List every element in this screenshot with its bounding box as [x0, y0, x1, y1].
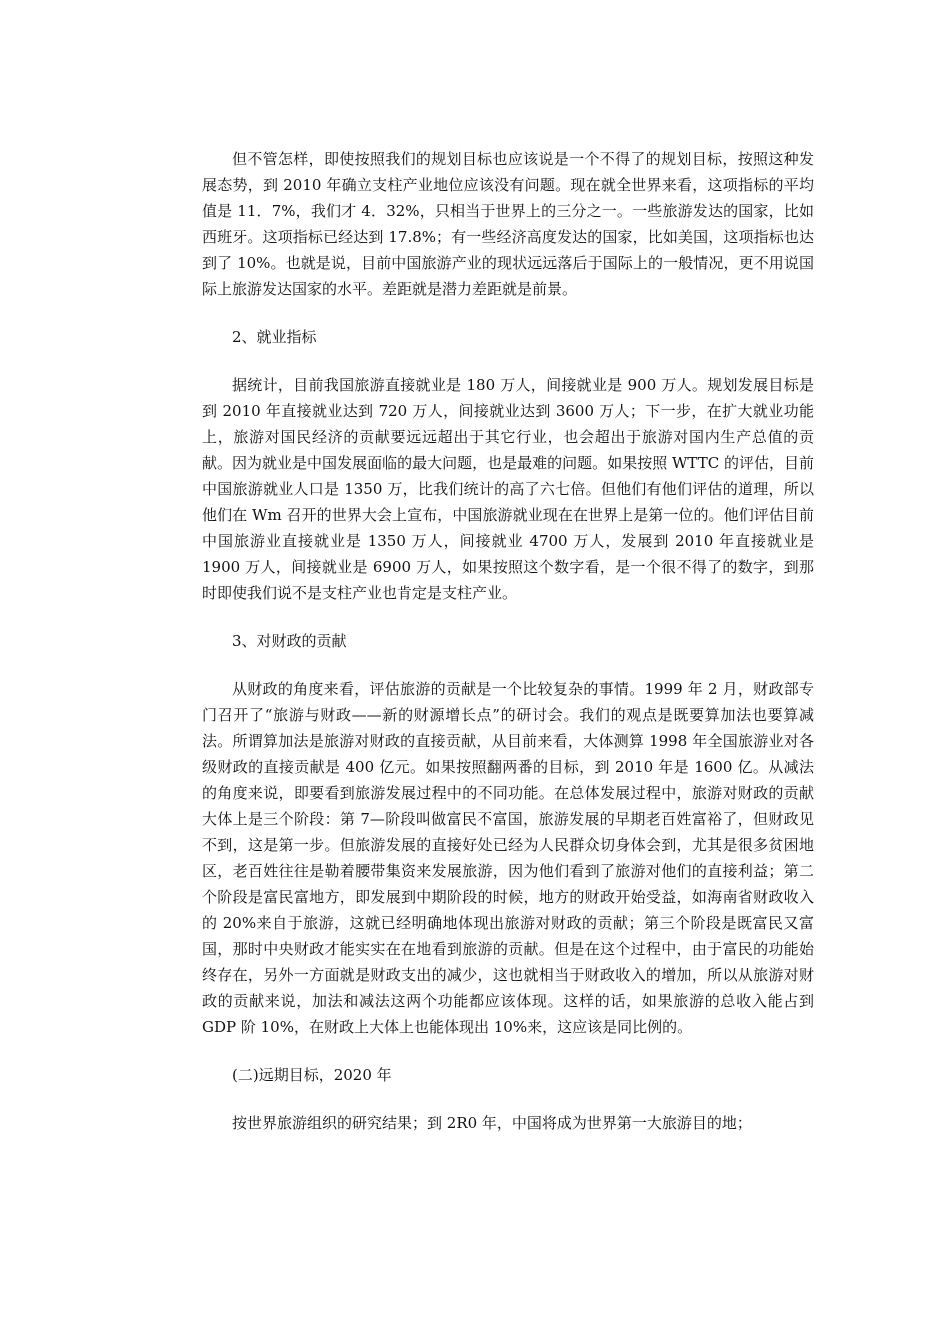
heading-long-term-goal: (二)远期目标，2020 年 [232, 1066, 392, 1084]
paragraph-gap [202, 1088, 814, 1110]
paragraph-gap [202, 1040, 814, 1062]
heading-employment: 2、就业指标 [232, 328, 317, 346]
paragraph-gap [202, 606, 814, 628]
document-body [202, 146, 814, 1136]
heading-fiscal-contribution: 3、对财政的贡献 [232, 632, 347, 650]
paragraph-fiscal-contribution: 从财政的角度来看，评估旅游的贡献是一个比较复杂的事情。1999 年 2 月，财政部专门召开了“旅游与财政——新的财源增长点”的研讨会。我们的观点是既要算加法也要算减法。所谓算加法是旅游对财政的直接贡献，从目前来看，大体测算 1998 年全国旅游业对各级财政的直接贡献是 400 亿元。如果按照翻两番的目标，到 2010 年是 1600 亿。从减法的角度来说，即要看到旅游发展过程中的不同功能。在总体发展过程中，旅游对财政的贡献大体上是三个阶段：第 7—阶段叫做富民不富国，旅游发展的早期老百姓富裕了，但财政见不到，这是第一步。但旅游发展的直接好处已经为人民群众切身体会到，尤其是很多贫困地区，老百姓往往是勒着腰带集资来发展旅游，因为他们看到了旅游对他们的直接利益；第二个阶段是富民富地方，即发展到中期阶段的时候，地方的财政开始受益，如海南省财政收入的 20%来自于旅游，这就已经明确地体现出旅游对财政的贡献；第三个阶段是既富民又富国，那时中央财政才能实实在在地看到旅游的贡献。但是在这个过程中，由于富民的功能始终存在，另外一方面就是财政支出的减少，这也就相当于财政收入的增加，所以从旅游对财政的贡献来说，加法和减法这两个功能都应该体现。这样的话，如果旅游的总收入能占到 GDP 阶 10%，在财政上大体上也能体现出 10%来，这应该是同比例的。 [202, 680, 814, 1036]
paragraph-gap [202, 350, 814, 372]
paragraph-employment: 据统计，目前我国旅游直接就业是 180 万人，间接就业是 900 万人。规划发展目标是到 2010 年直接就业达到 720 万人，间接就业达到 3600 万人；下一步，在扩大就业功能上，旅游对国民经济的贡献要远远超出于其它行业，也会超出于旅游对国内生产总值的贡献。因为就业是中国发展面临的最大问题，也是最难的问题。如果按照 WTTC 的评估，目前中国旅游就业人口是 1350 万，比我们统计的高了六七倍。但他们有他们评估的道理，所以他们在 Wm 召开的世界大会上宣布，中国旅游就业现在在世界上是第一位的。他们评估目前中国旅游业直接就业是 1350 万人，间接就业 4700 万人，发展到 2010 年直接就业是 1900 万人，间接就业是 6900 万人，如果按照这个数字看，是一个很不得了的数字，到那时即使我们说不是支柱产业也肯定是支柱产业。 [202, 376, 814, 602]
paragraph-long-term-goal: 按世界旅游组织的研究结果；到 2R0 年，中国将成为世界第一大旅游目的地； [232, 1114, 752, 1132]
paragraph-gap [202, 302, 814, 324]
paragraph-gap [202, 654, 814, 676]
paragraph-tourism-target: 但不管怎样，即使按照我们的规划目标也应该说是一个不得了的规划目标，按照这种发展态势，到 2010 年确立支柱产业地位应该没有问题。现在就全世界来看，这项指标的平均值是 11．7%，我们才 4．32%，只相当于世界上的三分之一。一些旅游发达的国家，比如西班牙。这项指标已经达到 17.8%；有一些经济高度发达的国家，比如美国，这项指标也达到了 10%。也就是说，目前中国旅游产业的现状远远落后于国际上的一般情况，更不用说国际上旅游发达国家的水平。差距就是潜力差距就是前景。 [202, 150, 814, 298]
